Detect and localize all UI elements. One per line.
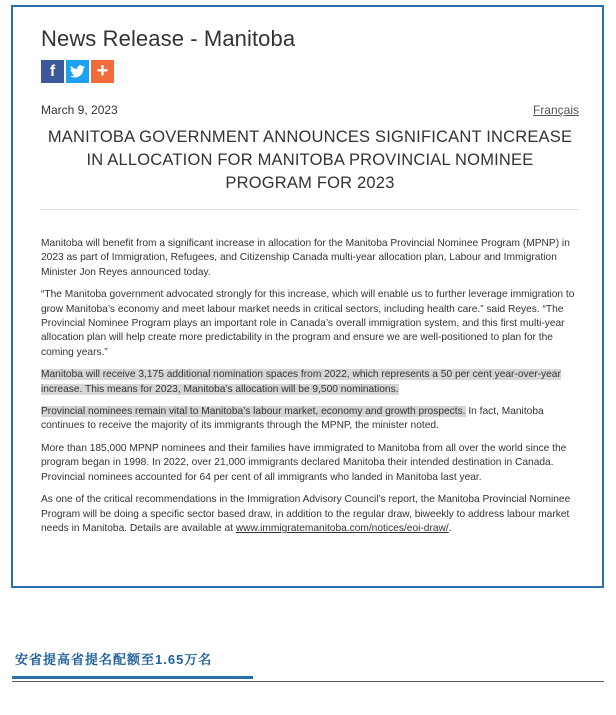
paragraph-4-rest: In fact, Manitoba continues to receive the majority of its immigrants through the MPNP, the minister noted.	[41, 406, 544, 432]
headline-divider	[41, 209, 579, 210]
facebook-glyph: f	[49, 62, 56, 80]
news-release-frame	[11, 5, 604, 588]
section-divider	[12, 681, 604, 682]
paragraph-3-highlight: Manitoba will receive 3,175 additional nomination spaces from 2022, which represents a 50 per cent year-over-year increase. This means for 2023, Manitoba’s allocation will be 9,500 nominations.	[41, 369, 561, 395]
facebook-icon[interactable]	[41, 60, 64, 83]
release-body	[41, 237, 581, 544]
paragraph-3	[41, 368, 581, 397]
plus-glyph: +	[96, 60, 109, 82]
immigrate-manitoba-link[interactable]: www.immigratemanitoba.com/notices/eoi-draw/	[235, 522, 449, 534]
paragraph-6	[41, 493, 581, 536]
paragraph-6-end: .	[448, 522, 452, 534]
francais-link[interactable]: Français	[532, 103, 579, 117]
paragraph-4-highlight: Provincial nominees remain vital to Manitoba’s labour market, economy and growth prospects.	[41, 406, 466, 418]
paragraph-2: “The Manitoba government advocated strongly for this increase, which will enable us to further leverage immigration to grow Manitoba’s economy and meet labour market needs in critical sectors, including health care.” said Reyes. “The Provincial Nominee Program plays an important role in Canada’s overall immigration system, and this first multi-year allocation plan will help create more predictability in the program and ensure we are well-positioned to plan for the coming years.”	[41, 289, 575, 358]
section-title-underline	[12, 676, 253, 679]
release-headline: MANITOBA GOVERNMENT ANNOUNCES SIGNIFICANT INCREASE IN ALLOCATION FOR MANITOBA PROVINCIAL NOMINEE PROGRAM FOR 2023	[47, 128, 573, 192]
share-bar	[41, 60, 114, 83]
paragraph-6-text: As one of the critical recommendations in the Immigration Advisory Council’s report, the Manitoba Provincial Nominee Program will be doing a specific sector based draw, in addition to the regular draw, biweekly to address labour market needs in Manitoba. Details are available at	[41, 494, 571, 534]
paragraph-4	[41, 405, 581, 434]
paragraph-1: Manitoba will benefit from a significant increase in allocation for the Manitoba Provincial Nominee Program (MPNP) in 2023 as part of Immigration, Refugees, and Citizenship Canada multi-year allocation plan, Labour and Immigration Minister Jon Reyes announced today.	[41, 238, 570, 278]
plus-share-icon[interactable]	[91, 60, 114, 83]
site-title: News Release - Manitoba	[41, 26, 296, 51]
twitter-icon[interactable]	[66, 60, 89, 83]
release-date: March 9, 2023	[41, 103, 118, 117]
paragraph-5: More than 185,000 MPNP nominees and their families have immigrated to Manitoba from all over the world since the program began in 1998. In 2022, over 21,000 immigrants declared Manitoba their intended destination in Canada. Provincial nominees accounted for 64 per cent of all immigrants who landed in Manitoba last year.	[41, 442, 567, 483]
twitter-bird-shape	[70, 65, 85, 78]
section-title: 安省提高省提名配额至1.65万名	[15, 652, 213, 667]
